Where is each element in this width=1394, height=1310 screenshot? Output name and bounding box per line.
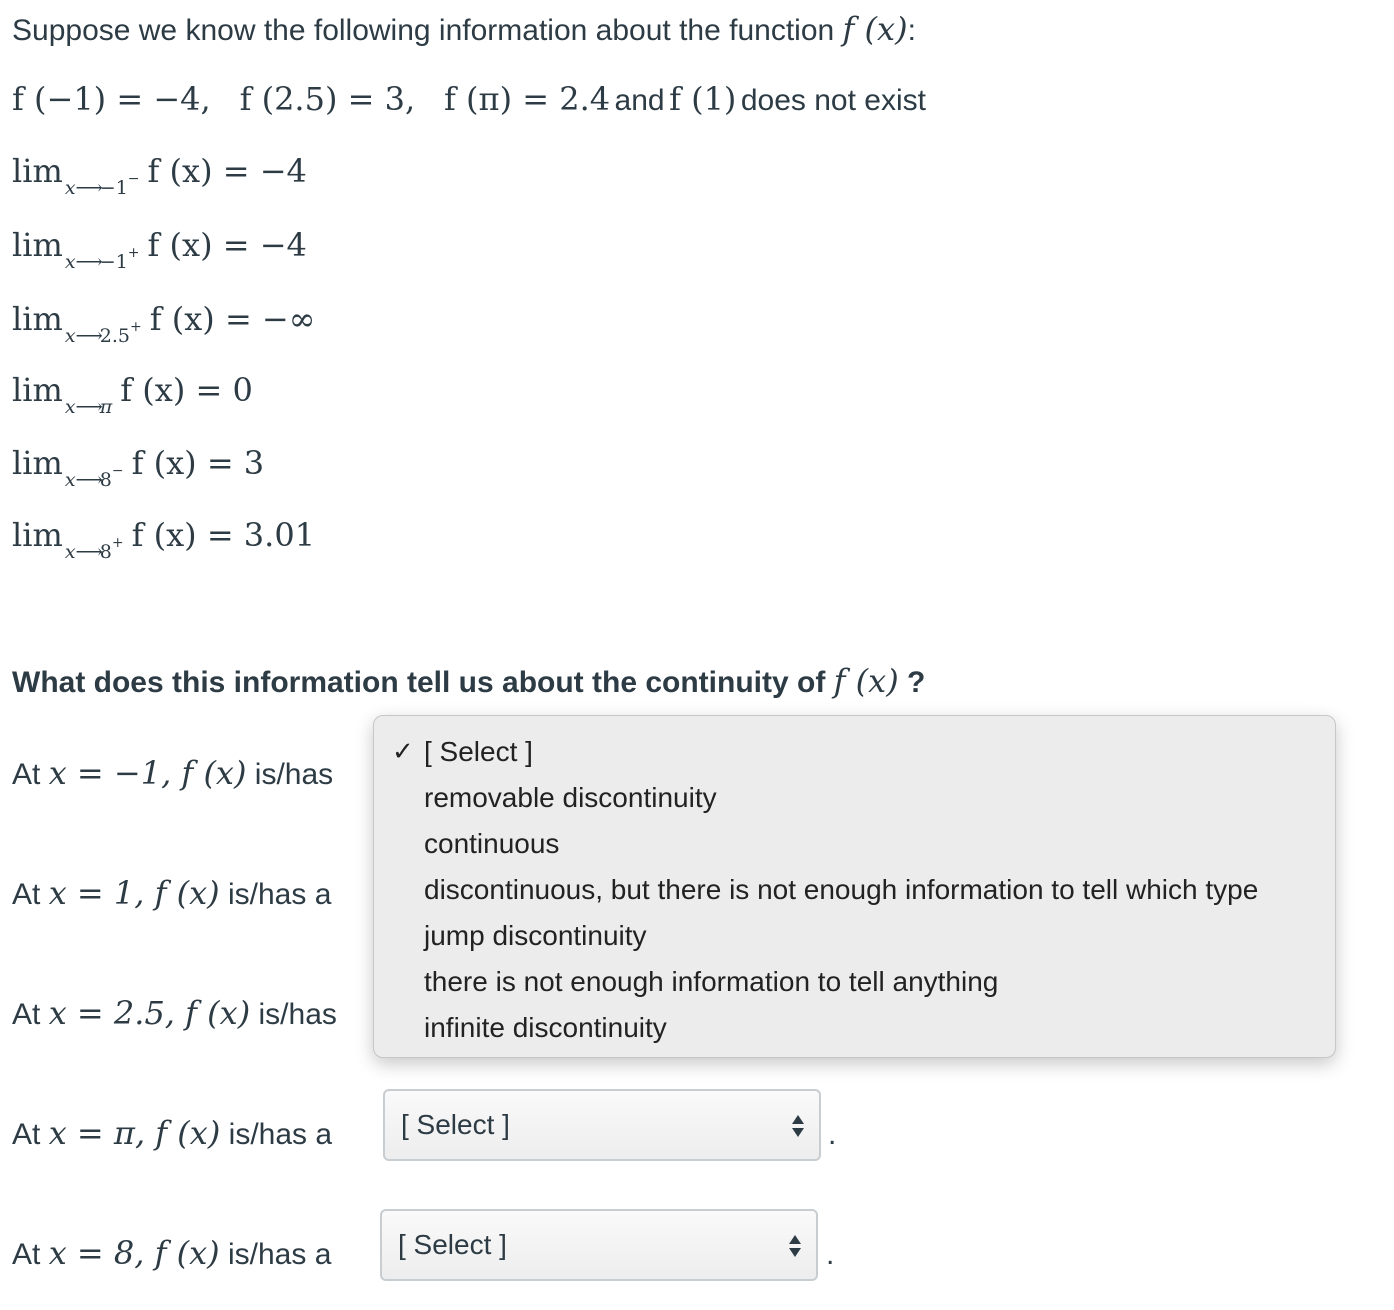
dropdown-option-not-enough-info[interactable]: there is not enough information to tell anything — [424, 966, 999, 997]
answer-row-5 — [12, 1234, 331, 1272]
values-line — [12, 80, 926, 118]
lim-subscript: x⟶2.5+ — [64, 318, 142, 347]
continuity-dropdown-menu[interactable] — [373, 715, 1336, 1058]
row-end-period: . — [826, 1238, 835, 1271]
row-math: x = −1, f (x) — [48, 754, 247, 792]
answer-row-1 — [12, 754, 333, 792]
dropdown-option-removable[interactable]: removable discontinuity — [424, 782, 717, 813]
lim-word: lim — [12, 371, 63, 409]
row-suffix: is/has — [258, 998, 337, 1031]
select-value: [ Select ] — [398, 1229, 507, 1260]
dropdown-option-select[interactable]: [ Select ] — [424, 736, 533, 767]
value-eq-4: f (1) — [669, 80, 737, 118]
row-prefix: At — [12, 1118, 41, 1151]
up-down-caret-icon — [788, 1233, 802, 1259]
intro-sentence: Suppose we know the following information about the function — [12, 14, 835, 47]
dropdown-option-infinite[interactable]: infinite discontinuity — [424, 1012, 667, 1043]
lim-word: lim — [12, 444, 63, 482]
value-eq-2: f (2.5) = 3, — [239, 80, 416, 118]
lim-word: lim — [12, 226, 63, 264]
dropdown-option-discontinuous-unknown[interactable]: discontinuous, but there is not enough information to tell which type — [424, 874, 1259, 905]
limit-row — [12, 371, 253, 418]
question-mark: ? — [907, 666, 926, 699]
lim-rhs: f (x) = 3 — [131, 444, 265, 482]
limit-row — [12, 152, 307, 199]
intro-fx: f (x) — [842, 10, 908, 48]
lim-word: lim — [12, 516, 63, 554]
lim-rhs: f (x) = −∞ — [149, 300, 316, 338]
lim-subscript: x⟶π — [64, 396, 113, 418]
row-prefix: At — [12, 998, 41, 1031]
lim-rhs: f (x) = 0 — [120, 371, 253, 409]
row-suffix: is/has — [254, 758, 334, 791]
select-value: [ Select ] — [401, 1109, 510, 1140]
values-and: and — [614, 84, 665, 117]
lim-rhs: f (x) = −4 — [147, 226, 307, 264]
lim-subscript: x⟶−1+ — [64, 244, 140, 273]
lim-word: lim — [12, 152, 63, 190]
row-suffix: is/has a — [227, 1238, 332, 1271]
values-tail: does not exist — [740, 84, 926, 117]
intro-colon: : — [907, 14, 916, 47]
row-prefix: At — [12, 1238, 41, 1271]
row-math: x = 2.5, f (x) — [48, 994, 251, 1032]
continuity-select-8[interactable] — [380, 1209, 818, 1281]
row-suffix: is/has a — [227, 878, 332, 911]
limit-row — [12, 516, 316, 563]
lim-rhs: f (x) = −4 — [147, 152, 307, 190]
answer-row-4 — [12, 1114, 332, 1152]
row-math: x = 8, f (x) — [48, 1234, 220, 1272]
limit-row — [12, 444, 265, 491]
row-end-period: . — [828, 1118, 837, 1151]
answer-row-2 — [12, 874, 331, 912]
row-math: x = 1, f (x) — [48, 874, 220, 912]
question-fx: f (x) — [833, 662, 899, 700]
answer-row-3 — [12, 994, 337, 1032]
intro-text — [12, 10, 916, 48]
value-eq-1: f (−1) = −4, — [12, 80, 211, 118]
lim-rhs: f (x) = 3.01 — [131, 516, 316, 554]
lim-word: lim — [12, 300, 63, 338]
question-text: What does this information tell us about the continuity of — [12, 666, 826, 699]
lim-subscript: x⟶−1− — [64, 170, 140, 199]
question-heading — [12, 662, 925, 700]
lim-subscript: x⟶8+ — [64, 534, 124, 563]
dropdown-option-jump[interactable]: jump discontinuity — [424, 920, 647, 951]
limit-row — [12, 300, 316, 347]
row-suffix: is/has a — [228, 1118, 333, 1151]
continuity-select-pi[interactable] — [383, 1089, 821, 1161]
dropdown-option-continuous[interactable]: continuous — [424, 828, 560, 859]
row-prefix: At — [12, 878, 41, 911]
row-math: x = π, f (x) — [48, 1114, 221, 1152]
row-prefix: At — [12, 758, 41, 791]
up-down-caret-icon — [791, 1113, 805, 1139]
limit-row — [12, 226, 307, 273]
checkmark-icon: ✓ — [392, 736, 414, 766]
lim-subscript: x⟶8− — [64, 462, 124, 491]
value-eq-3: f (π) = 2.4 — [444, 80, 611, 118]
